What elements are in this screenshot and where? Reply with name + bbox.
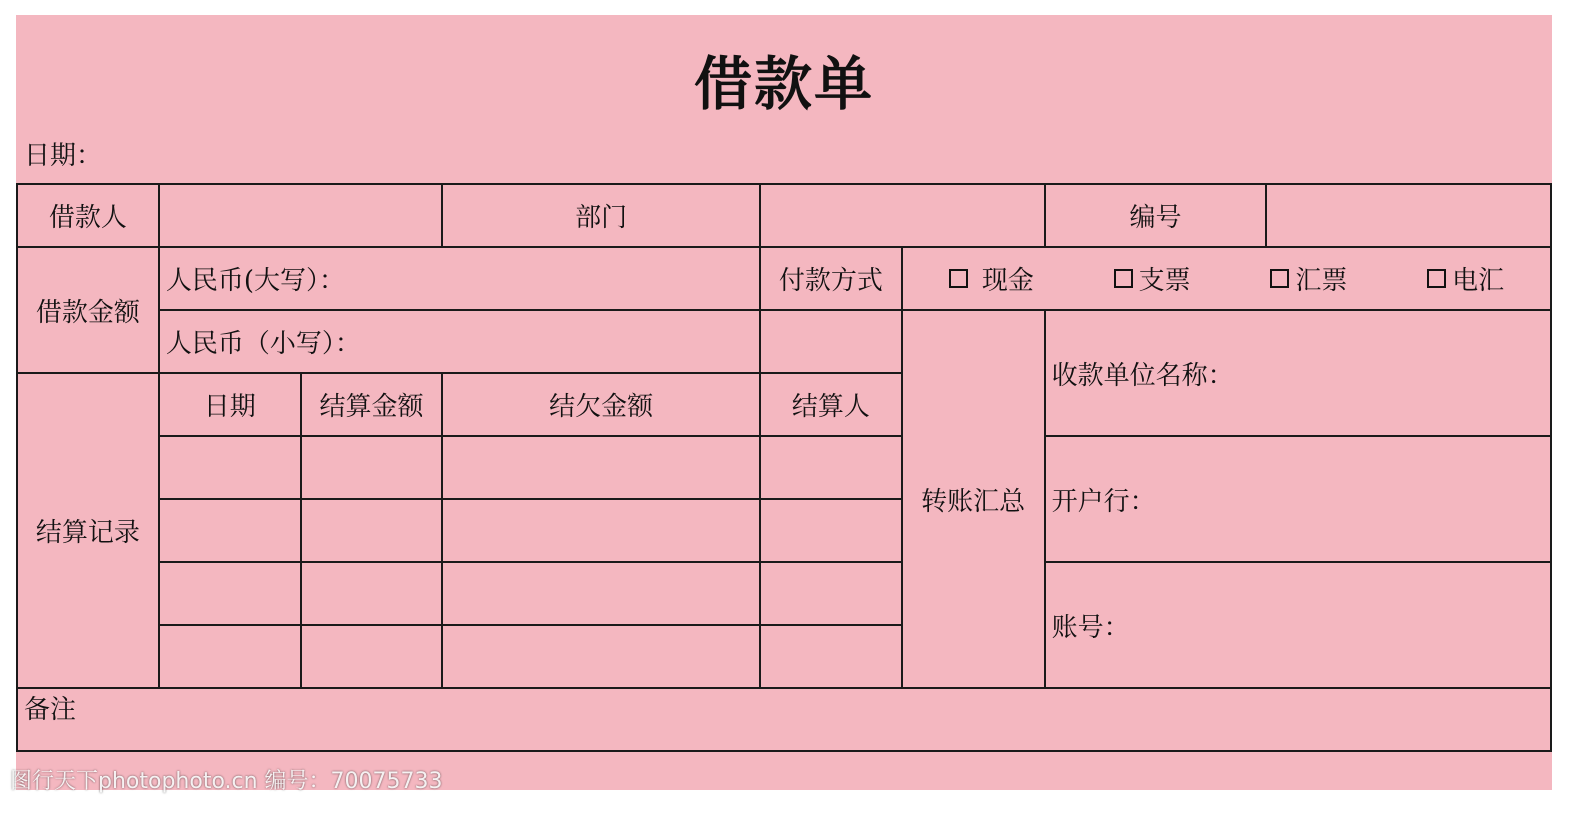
option-check-label: 支票: [1138, 266, 1191, 296]
settlement-cell[interactable]: [760, 499, 902, 562]
amount-label: 借款金额: [17, 247, 159, 373]
borrower-label: 借款人: [17, 184, 159, 247]
form-title: 借款单: [693, 50, 874, 118]
settlement-header-person: 结算人: [760, 373, 902, 436]
settlement-cell[interactable]: [159, 436, 301, 499]
settlement-cell[interactable]: [301, 499, 443, 562]
account-field[interactable]: 账号：: [1045, 562, 1551, 688]
settlement-label: 结算记录: [17, 373, 159, 688]
checkbox-icon[interactable]: [949, 269, 968, 288]
settlement-header-balance: 结欠金额: [442, 373, 759, 436]
settlement-cell[interactable]: [442, 625, 759, 688]
settlement-cell[interactable]: [301, 562, 443, 625]
option-draft-label: 汇票: [1295, 266, 1348, 296]
settlement-cell[interactable]: [442, 562, 759, 625]
remark-field[interactable]: 备注: [17, 688, 1551, 751]
loan-form-sheet: [16, 15, 1552, 790]
department-field[interactable]: [760, 184, 1045, 247]
settlement-cell[interactable]: [159, 562, 301, 625]
payee-name-field[interactable]: 收款单位名称：: [1045, 310, 1551, 436]
bank-field[interactable]: 开户行：: [1045, 436, 1551, 562]
settlement-cell[interactable]: [301, 625, 443, 688]
transfer-label: 转账汇总: [902, 310, 1045, 688]
settlement-cell[interactable]: [159, 625, 301, 688]
settlement-cell[interactable]: [760, 436, 902, 499]
settlement-cell[interactable]: [301, 436, 443, 499]
number-field[interactable]: [1266, 184, 1551, 247]
checkbox-icon[interactable]: [1427, 269, 1446, 288]
loan-form-table: [16, 183, 1552, 752]
option-check[interactable]: [1114, 260, 1191, 297]
settlement-cell[interactable]: [442, 436, 759, 499]
date-label: 日期：: [24, 141, 103, 171]
settlement-header-date: 日期: [159, 373, 301, 436]
option-draft[interactable]: [1270, 260, 1347, 297]
settlement-cell[interactable]: [159, 499, 301, 562]
option-cash-label: 现金: [981, 266, 1034, 296]
rmb-lower-value[interactable]: [760, 310, 902, 373]
rmb-lower-field[interactable]: 人民币（小写）：: [159, 310, 760, 373]
option-wire[interactable]: [1427, 260, 1504, 297]
number-label: 编号: [1045, 184, 1267, 247]
option-wire-label: 电汇: [1452, 266, 1505, 296]
payment-options: [902, 247, 1551, 310]
option-cash[interactable]: [949, 260, 1034, 297]
rmb-upper-field[interactable]: 人民币(大写）：: [159, 247, 760, 310]
department-label: 部门: [442, 184, 759, 247]
checkbox-icon[interactable]: [1270, 269, 1289, 288]
settlement-cell[interactable]: [442, 499, 759, 562]
borrower-field[interactable]: [159, 184, 443, 247]
payment-method-label: 付款方式: [760, 247, 902, 310]
watermark-text: 图行天下photophoto.cn 编号：70075733: [10, 769, 443, 794]
settlement-cell[interactable]: [760, 625, 902, 688]
settlement-cell[interactable]: [760, 562, 902, 625]
settlement-header-amount: 结算金额: [301, 373, 443, 436]
checkbox-icon[interactable]: [1114, 269, 1133, 288]
